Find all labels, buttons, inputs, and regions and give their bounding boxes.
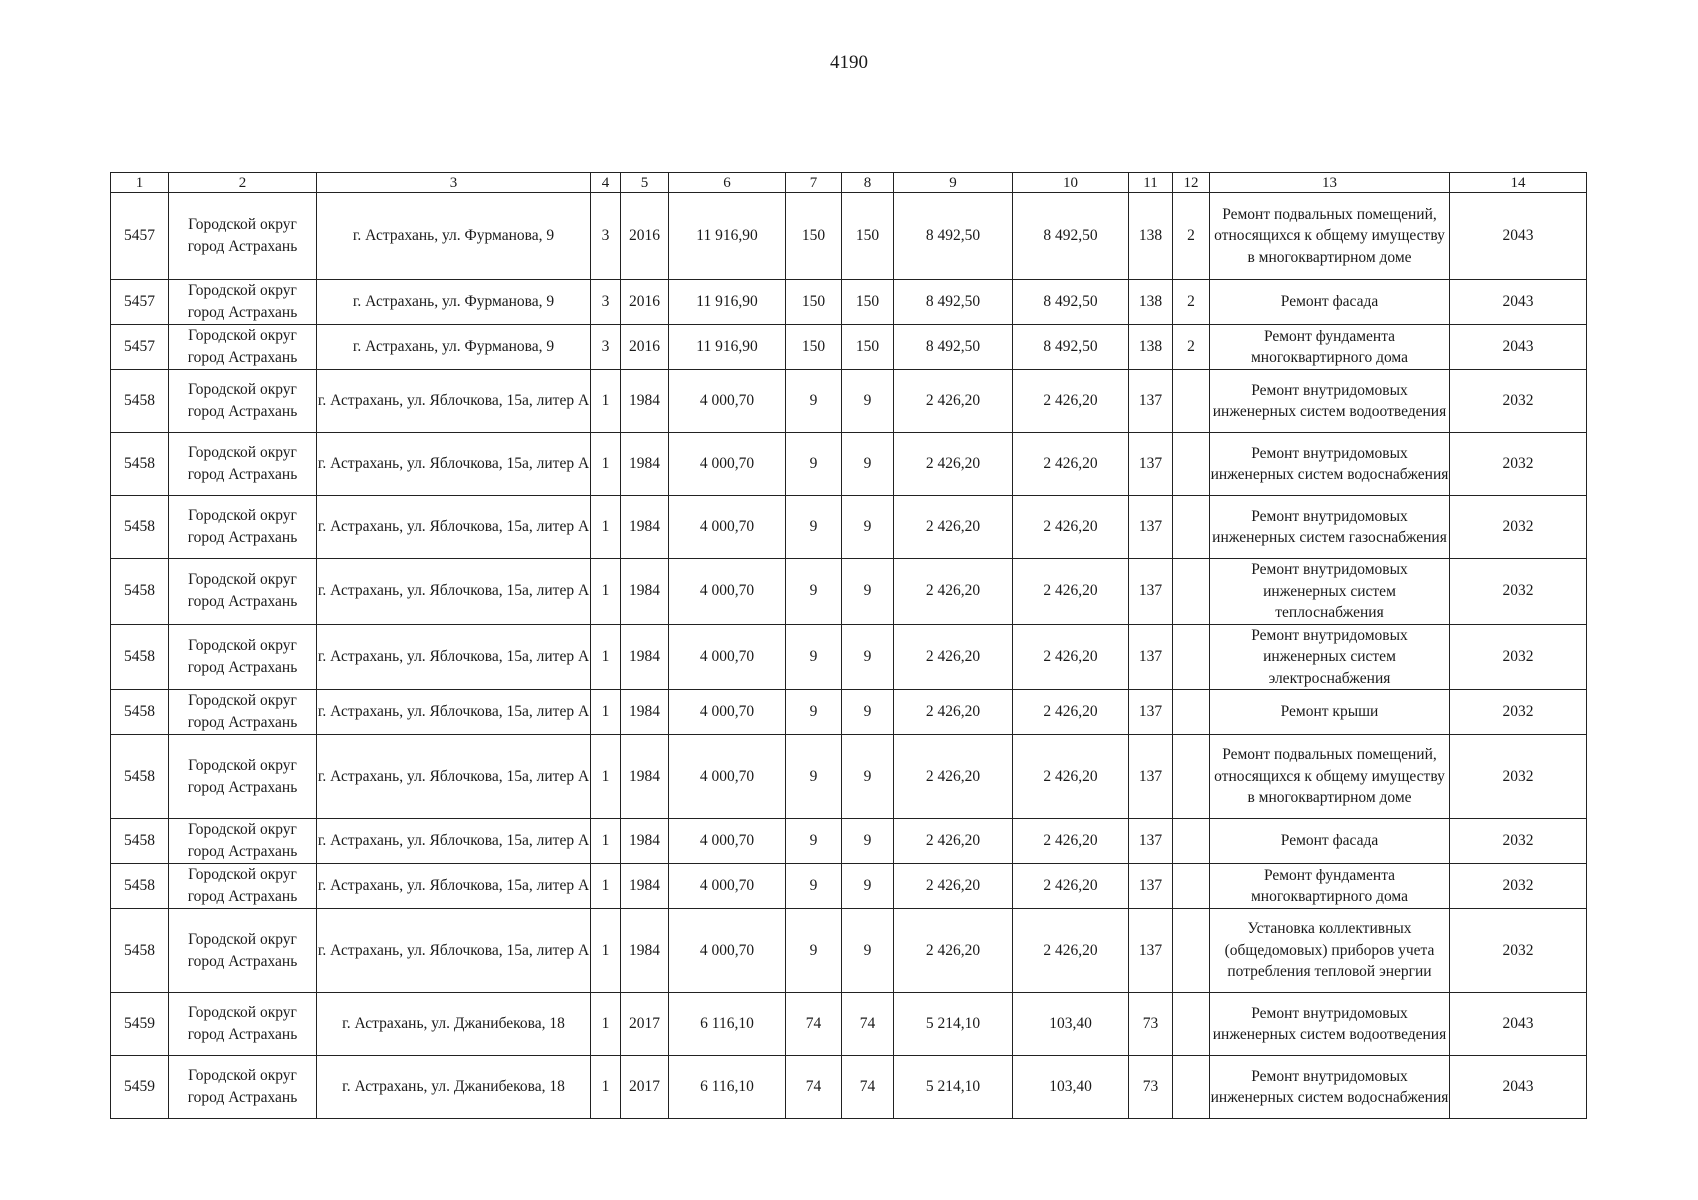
cell-col-9: 2 426,20 (894, 819, 1013, 864)
cell-total-area: 4 000,70 (669, 370, 786, 433)
cell-municipality: Городской округ город Астрахань (169, 1056, 317, 1119)
cell-col-9: 2 426,20 (894, 433, 1013, 496)
cell-total-area: 11 916,90 (669, 193, 786, 280)
cell-col-10: 2 426,20 (1013, 559, 1129, 625)
cell-row-number: 5458 (111, 690, 169, 735)
cell-col-12 (1173, 909, 1210, 993)
cell-floors: 1 (591, 735, 621, 819)
cell-commission-year: 1984 (621, 735, 669, 819)
cell-address: г. Астрахань, ул. Яблочкова, 15а, литер А (317, 496, 591, 559)
column-header: 13 (1210, 173, 1450, 193)
column-header: 5 (621, 173, 669, 193)
column-header: 14 (1450, 173, 1587, 193)
cell-row-number: 5459 (111, 1056, 169, 1119)
cell-work-type: Ремонт фундамента многоквартирного дома (1210, 864, 1450, 909)
cell-col-12 (1173, 993, 1210, 1056)
cell-col-8: 150 (842, 280, 894, 325)
cell-col-8: 9 (842, 496, 894, 559)
cell-commission-year: 1984 (621, 496, 669, 559)
cell-col-12 (1173, 496, 1210, 559)
cell-municipality: Городской округ город Астрахань (169, 993, 317, 1056)
table-row (111, 1056, 1587, 1119)
cell-total-area: 6 116,10 (669, 1056, 786, 1119)
cell-col-10: 8 492,50 (1013, 193, 1129, 280)
cell-address: г. Астрахань, ул. Яблочкова, 15а, литер А (317, 909, 591, 993)
cell-work-type: Ремонт внутридомовых инженерных систем водоотведения (1210, 993, 1450, 1056)
cell-col-8: 9 (842, 735, 894, 819)
cell-col-10: 2 426,20 (1013, 370, 1129, 433)
cell-municipality: Городской округ город Астрахань (169, 864, 317, 909)
cell-col-12 (1173, 690, 1210, 735)
cell-floors: 1 (591, 690, 621, 735)
cell-col-9: 2 426,20 (894, 690, 1013, 735)
cell-commission-year: 1984 (621, 864, 669, 909)
cell-col-8: 150 (842, 325, 894, 370)
cell-col-7: 9 (786, 690, 842, 735)
cell-municipality: Городской округ город Астрахань (169, 690, 317, 735)
cell-col-8: 74 (842, 993, 894, 1056)
cell-address: г. Астрахань, ул. Яблочкова, 15а, литер А (317, 559, 591, 625)
cell-col-10: 103,40 (1013, 993, 1129, 1056)
cell-floors: 3 (591, 325, 621, 370)
cell-row-number: 5458 (111, 559, 169, 625)
cell-col-10: 2 426,20 (1013, 624, 1129, 690)
cell-floors: 1 (591, 909, 621, 993)
column-header: 2 (169, 173, 317, 193)
cell-total-area: 6 116,10 (669, 993, 786, 1056)
column-header: 12 (1173, 173, 1210, 193)
cell-col-11: 138 (1129, 193, 1173, 280)
cell-work-type: Ремонт внутридомовых инженерных систем электроснабжения (1210, 624, 1450, 690)
cell-row-number: 5458 (111, 909, 169, 993)
cell-work-type: Ремонт внутридомовых инженерных систем теплоснабжения (1210, 559, 1450, 625)
cell-col-7: 150 (786, 325, 842, 370)
cell-planned-year: 2043 (1450, 280, 1587, 325)
cell-col-10: 8 492,50 (1013, 325, 1129, 370)
cell-row-number: 5458 (111, 624, 169, 690)
cell-row-number: 5458 (111, 864, 169, 909)
cell-work-type: Ремонт внутридомовых инженерных систем газоснабжения (1210, 496, 1450, 559)
cell-total-area: 4 000,70 (669, 624, 786, 690)
cell-total-area: 4 000,70 (669, 864, 786, 909)
cell-commission-year: 1984 (621, 433, 669, 496)
cell-work-type: Ремонт фасада (1210, 819, 1450, 864)
cell-total-area: 4 000,70 (669, 909, 786, 993)
cell-work-type: Ремонт подвальных помещений, относящихся к общему имуществу в многоквартирном доме (1210, 735, 1450, 819)
cell-commission-year: 1984 (621, 909, 669, 993)
cell-municipality: Городской округ город Астрахань (169, 280, 317, 325)
cell-row-number: 5458 (111, 496, 169, 559)
cell-total-area: 4 000,70 (669, 433, 786, 496)
cell-col-9: 2 426,20 (894, 909, 1013, 993)
table-row (111, 735, 1587, 819)
cell-planned-year: 2032 (1450, 819, 1587, 864)
cell-commission-year: 2016 (621, 193, 669, 280)
cell-col-7: 9 (786, 433, 842, 496)
cell-total-area: 11 916,90 (669, 325, 786, 370)
cell-col-12: 2 (1173, 280, 1210, 325)
column-header: 7 (786, 173, 842, 193)
register-table (110, 172, 1587, 1119)
cell-col-12 (1173, 624, 1210, 690)
cell-col-9: 2 426,20 (894, 624, 1013, 690)
cell-work-type: Ремонт внутридомовых инженерных систем водоотведения (1210, 370, 1450, 433)
cell-col-10: 2 426,20 (1013, 819, 1129, 864)
cell-col-7: 9 (786, 624, 842, 690)
table-row (111, 993, 1587, 1056)
cell-row-number: 5458 (111, 370, 169, 433)
cell-row-number: 5458 (111, 735, 169, 819)
page-number: 4190 (830, 52, 868, 73)
cell-address: г. Астрахань, ул. Фурманова, 9 (317, 280, 591, 325)
header-row (111, 173, 1587, 193)
cell-col-10: 2 426,20 (1013, 690, 1129, 735)
cell-planned-year: 2043 (1450, 993, 1587, 1056)
cell-row-number: 5458 (111, 433, 169, 496)
column-header: 4 (591, 173, 621, 193)
cell-col-12 (1173, 433, 1210, 496)
cell-floors: 1 (591, 624, 621, 690)
cell-col-8: 9 (842, 864, 894, 909)
cell-commission-year: 1984 (621, 690, 669, 735)
table-row (111, 280, 1587, 325)
cell-col-8: 150 (842, 193, 894, 280)
table-row (111, 690, 1587, 735)
cell-address: г. Астрахань, ул. Фурманова, 9 (317, 325, 591, 370)
cell-col-9: 8 492,50 (894, 193, 1013, 280)
cell-col-10: 8 492,50 (1013, 280, 1129, 325)
cell-floors: 1 (591, 993, 621, 1056)
cell-commission-year: 2016 (621, 280, 669, 325)
cell-total-area: 4 000,70 (669, 496, 786, 559)
table-row (111, 819, 1587, 864)
cell-commission-year: 1984 (621, 819, 669, 864)
cell-col-8: 9 (842, 433, 894, 496)
cell-col-11: 137 (1129, 624, 1173, 690)
cell-col-7: 9 (786, 559, 842, 625)
cell-commission-year: 2016 (621, 325, 669, 370)
cell-col-10: 2 426,20 (1013, 909, 1129, 993)
cell-row-number: 5459 (111, 993, 169, 1056)
cell-address: г. Астрахань, ул. Яблочкова, 15а, литер А (317, 370, 591, 433)
cell-address: г. Астрахань, ул. Яблочкова, 15а, литер А (317, 624, 591, 690)
cell-municipality: Городской округ город Астрахань (169, 433, 317, 496)
cell-planned-year: 2032 (1450, 559, 1587, 625)
column-header: 10 (1013, 173, 1129, 193)
cell-planned-year: 2032 (1450, 496, 1587, 559)
cell-col-9: 5 214,10 (894, 1056, 1013, 1119)
cell-municipality: Городской округ город Астрахань (169, 909, 317, 993)
cell-work-type: Ремонт внутридомовых инженерных систем водоснабжения (1210, 1056, 1450, 1119)
cell-address: г. Астрахань, ул. Яблочкова, 15а, литер А (317, 433, 591, 496)
cell-address: г. Астрахань, ул. Яблочкова, 15а, литер А (317, 690, 591, 735)
table-row (111, 370, 1587, 433)
cell-col-12 (1173, 735, 1210, 819)
cell-row-number: 5458 (111, 819, 169, 864)
cell-row-number: 5457 (111, 193, 169, 280)
cell-col-8: 9 (842, 690, 894, 735)
cell-col-8: 9 (842, 819, 894, 864)
column-header: 11 (1129, 173, 1173, 193)
column-header: 3 (317, 173, 591, 193)
cell-col-11: 137 (1129, 909, 1173, 993)
cell-address: г. Астрахань, ул. Яблочкова, 15а, литер А (317, 864, 591, 909)
cell-planned-year: 2043 (1450, 325, 1587, 370)
cell-col-8: 9 (842, 909, 894, 993)
cell-col-9: 2 426,20 (894, 735, 1013, 819)
cell-planned-year: 2043 (1450, 1056, 1587, 1119)
cell-work-type: Ремонт фундамента многоквартирного дома (1210, 325, 1450, 370)
cell-total-area: 4 000,70 (669, 559, 786, 625)
table-row (111, 559, 1587, 625)
cell-col-11: 137 (1129, 496, 1173, 559)
cell-municipality: Городской округ город Астрахань (169, 624, 317, 690)
cell-commission-year: 1984 (621, 370, 669, 433)
cell-col-11: 73 (1129, 1056, 1173, 1119)
column-header: 1 (111, 173, 169, 193)
cell-floors: 3 (591, 193, 621, 280)
cell-planned-year: 2032 (1450, 864, 1587, 909)
cell-municipality: Городской округ город Астрахань (169, 819, 317, 864)
cell-commission-year: 2017 (621, 993, 669, 1056)
cell-work-type: Ремонт крыши (1210, 690, 1450, 735)
cell-col-7: 74 (786, 1056, 842, 1119)
cell-col-7: 9 (786, 909, 842, 993)
cell-col-10: 2 426,20 (1013, 433, 1129, 496)
cell-col-11: 138 (1129, 280, 1173, 325)
cell-col-7: 9 (786, 819, 842, 864)
cell-col-12 (1173, 1056, 1210, 1119)
table-row (111, 193, 1587, 280)
cell-municipality: Городской округ город Астрахань (169, 325, 317, 370)
cell-col-7: 150 (786, 193, 842, 280)
cell-total-area: 4 000,70 (669, 690, 786, 735)
cell-floors: 1 (591, 559, 621, 625)
cell-col-12 (1173, 864, 1210, 909)
cell-col-12 (1173, 559, 1210, 625)
cell-col-10: 2 426,20 (1013, 735, 1129, 819)
cell-floors: 3 (591, 280, 621, 325)
cell-col-9: 2 426,20 (894, 864, 1013, 909)
cell-planned-year: 2032 (1450, 370, 1587, 433)
cell-col-11: 137 (1129, 559, 1173, 625)
cell-col-9: 2 426,20 (894, 370, 1013, 433)
cell-col-7: 9 (786, 864, 842, 909)
cell-col-7: 150 (786, 280, 842, 325)
cell-address: г. Астрахань, ул. Яблочкова, 15а, литер А (317, 819, 591, 864)
cell-col-7: 9 (786, 370, 842, 433)
table-row (111, 433, 1587, 496)
cell-planned-year: 2032 (1450, 433, 1587, 496)
column-number-header (111, 173, 1587, 193)
cell-col-9: 5 214,10 (894, 993, 1013, 1056)
cell-work-type: Установка коллективных (общедомовых) приборов учета потребления тепловой энергии (1210, 909, 1450, 993)
cell-municipality: Городской округ город Астрахань (169, 370, 317, 433)
cell-col-9: 2 426,20 (894, 559, 1013, 625)
cell-planned-year: 2032 (1450, 909, 1587, 993)
cell-col-9: 8 492,50 (894, 280, 1013, 325)
cell-col-8: 9 (842, 624, 894, 690)
cell-floors: 1 (591, 1056, 621, 1119)
cell-col-11: 73 (1129, 993, 1173, 1056)
cell-commission-year: 2017 (621, 1056, 669, 1119)
cell-col-7: 9 (786, 735, 842, 819)
cell-municipality: Городской округ город Астрахань (169, 735, 317, 819)
table-row (111, 864, 1587, 909)
table-row (111, 624, 1587, 690)
cell-col-11: 137 (1129, 864, 1173, 909)
cell-col-12 (1173, 819, 1210, 864)
cell-col-9: 8 492,50 (894, 325, 1013, 370)
cell-col-12 (1173, 370, 1210, 433)
table-row (111, 325, 1587, 370)
cell-address: г. Астрахань, ул. Джанибекова, 18 (317, 1056, 591, 1119)
cell-col-11: 137 (1129, 690, 1173, 735)
cell-col-7: 9 (786, 496, 842, 559)
cell-municipality: Городской округ город Астрахань (169, 496, 317, 559)
column-header: 6 (669, 173, 786, 193)
cell-col-10: 103,40 (1013, 1056, 1129, 1119)
column-header: 8 (842, 173, 894, 193)
cell-municipality: Городской округ город Астрахань (169, 559, 317, 625)
table-row (111, 496, 1587, 559)
cell-commission-year: 1984 (621, 624, 669, 690)
cell-row-number: 5457 (111, 280, 169, 325)
table-row (111, 909, 1587, 993)
cell-total-area: 4 000,70 (669, 819, 786, 864)
cell-planned-year: 2032 (1450, 735, 1587, 819)
cell-municipality: Городской округ город Астрахань (169, 193, 317, 280)
cell-total-area: 4 000,70 (669, 735, 786, 819)
cell-floors: 1 (591, 496, 621, 559)
cell-total-area: 11 916,90 (669, 280, 786, 325)
cell-col-11: 137 (1129, 370, 1173, 433)
cell-col-9: 2 426,20 (894, 496, 1013, 559)
cell-row-number: 5457 (111, 325, 169, 370)
cell-address: г. Астрахань, ул. Яблочкова, 15а, литер А (317, 735, 591, 819)
table-body (111, 193, 1587, 1119)
cell-col-7: 74 (786, 993, 842, 1056)
cell-floors: 1 (591, 819, 621, 864)
column-header: 9 (894, 173, 1013, 193)
cell-address: г. Астрахань, ул. Фурманова, 9 (317, 193, 591, 280)
cell-planned-year: 2032 (1450, 690, 1587, 735)
cell-floors: 1 (591, 433, 621, 496)
cell-work-type: Ремонт фасада (1210, 280, 1450, 325)
cell-address: г. Астрахань, ул. Джанибекова, 18 (317, 993, 591, 1056)
cell-col-8: 9 (842, 559, 894, 625)
cell-work-type: Ремонт внутридомовых инженерных систем водоснабжения (1210, 433, 1450, 496)
cell-col-12: 2 (1173, 193, 1210, 280)
cell-col-10: 2 426,20 (1013, 496, 1129, 559)
cell-col-12: 2 (1173, 325, 1210, 370)
cell-col-11: 138 (1129, 325, 1173, 370)
cell-col-11: 137 (1129, 735, 1173, 819)
cell-planned-year: 2032 (1450, 624, 1587, 690)
cell-col-11: 137 (1129, 819, 1173, 864)
cell-col-8: 9 (842, 370, 894, 433)
cell-col-11: 137 (1129, 433, 1173, 496)
cell-floors: 1 (591, 864, 621, 909)
cell-col-10: 2 426,20 (1013, 864, 1129, 909)
cell-work-type: Ремонт подвальных помещений, относящихся к общему имуществу в многоквартирном доме (1210, 193, 1450, 280)
cell-planned-year: 2043 (1450, 193, 1587, 280)
cell-col-8: 74 (842, 1056, 894, 1119)
cell-floors: 1 (591, 370, 621, 433)
cell-commission-year: 1984 (621, 559, 669, 625)
